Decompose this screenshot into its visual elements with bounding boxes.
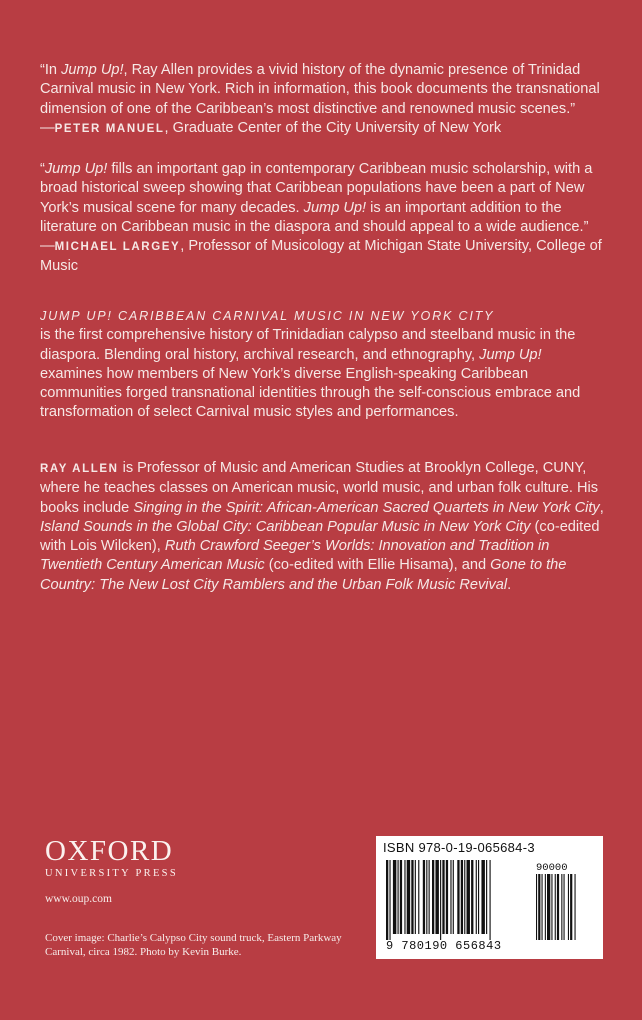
book-title-italic: Jump Up! — [479, 346, 542, 363]
barcode-addon-bar — [551, 874, 552, 940]
book-title-italic: Ruth Crawford Seeger’s Worlds: Innovation and Tradition in Twentieth Century American Music — [40, 538, 550, 574]
bio-end: . — [507, 576, 512, 593]
barcode-addon-bar — [568, 874, 569, 940]
book-full-title: JUMP UP! CARIBBEAN CARNIVAL MUSIC IN NEW YORK CITY — [40, 309, 495, 323]
book-title-italic: Singing in the Spirit: African-American Sacred Quartets in New York City — [133, 499, 600, 516]
barcode-addon-bar — [545, 874, 546, 940]
bio-body: (co-edited with Ellie Hisama), and — [264, 557, 491, 574]
book-description — [40, 307, 606, 423]
quote-affiliation: , Professor of Musicology at Michigan State University, College of Music — [40, 238, 602, 275]
book-title-italic: Jump Up! — [61, 62, 124, 78]
barcode-addon-bar — [564, 874, 565, 940]
barcode-bar — [442, 860, 444, 934]
barcode-addon-digits: 90000 — [536, 862, 568, 874]
isbn-label: ISBN 978-0-19-065684-3 — [383, 840, 535, 855]
barcode-bar — [464, 860, 465, 934]
barcode-bar — [457, 860, 459, 934]
barcode-bar — [478, 860, 479, 934]
barcode-addon-bar — [557, 874, 559, 940]
barcode-bar — [389, 860, 390, 940]
publisher-logo — [45, 836, 178, 879]
barcode-bar — [467, 860, 470, 934]
barcode-bar — [415, 860, 416, 934]
barcode-addon-bar — [570, 874, 572, 940]
bio-sep: , — [599, 499, 604, 516]
barcode-bar — [423, 860, 425, 934]
quote-body: fills an important gap in contemporary Caribbean music scholarship, with a broad historical sweep showing that Caribbean populations have been a part of New York’s musical scene for many decades. — [40, 161, 593, 216]
barcode-addon-bar — [561, 874, 562, 940]
attribution-dash: — — [40, 119, 55, 136]
barcode-bar — [471, 860, 473, 934]
barcode-bar — [461, 860, 463, 934]
barcode-addon-bar — [538, 874, 540, 940]
quote-author: MICHAEL LARGEY — [54, 241, 181, 254]
barcode-bar — [435, 860, 438, 934]
barcode-addon-bar — [555, 874, 556, 940]
barcode-bar — [411, 860, 413, 934]
barcode-bar — [393, 860, 396, 934]
barcode-panel — [376, 836, 603, 959]
barcode-bar — [481, 860, 484, 934]
barcode-bar — [453, 860, 454, 934]
book-title-italic: Island Sounds in the Global City: Caribbean Popular Music in New York City — [40, 518, 531, 535]
cover-image-caption: Cover image: Charlie’s Calypso City sound truck, Eastern Parkway Carnival, circa 1982. Photo by Kevin Burke. — [45, 932, 342, 958]
quote-body: is an important addition to the literature on Caribbean music in the diaspora and should appeal to a wide audience.” — [40, 199, 589, 235]
barcode-bar — [450, 860, 451, 934]
author-name: RAY ALLEN — [40, 463, 119, 475]
barcode-digits: 9 780190 656843 — [386, 939, 502, 953]
author-bio — [40, 459, 606, 595]
barcode-bar — [490, 860, 491, 940]
barcode-addon-bar — [542, 874, 543, 940]
description-body: is the first comprehensive history of Trinidadian calypso and steelband music in the diaspora. Blending oral history, archival research, and ethnography, — [40, 327, 576, 363]
review-quote-1 — [40, 61, 606, 139]
publisher-name: OXFORD — [45, 835, 174, 867]
quote-author: PETER MANUEL — [54, 122, 165, 135]
barcode-bar — [386, 860, 388, 940]
barcode-addon-bar — [547, 874, 550, 940]
quote-open: “ — [40, 161, 45, 177]
quote-body: , Ray Allen provides a vivid history of the dynamic presence of Trinidad Carnival music in New York. Rich in information, this book documents the transnational dimension of one of the Caribbean’s most distinctive and renowned music scenes.” — [40, 62, 600, 117]
barcode-bar — [418, 860, 419, 934]
barcode-bar — [407, 860, 410, 934]
publisher-url: www.oup.com — [45, 893, 112, 905]
bio-body: (co-edited with Lois Wilcken), — [40, 518, 600, 555]
barcode-bar — [476, 860, 477, 934]
barcode-bar — [398, 860, 399, 934]
book-title-italic: Jump Up! — [44, 161, 108, 177]
bio-body: is Professor of Music and American Studies at Brooklyn College, CUNY, where he teaches classes on American music, world music, and urban folk culture. His books include — [40, 460, 599, 516]
barcode-addon-bar — [575, 874, 576, 940]
barcode-bar — [429, 860, 430, 934]
barcode-addon-bar — [536, 874, 537, 940]
barcode-bar — [404, 860, 405, 934]
barcode-bar — [432, 860, 434, 934]
description-body: examines how members of New York’s diverse English-speaking Caribbean communities forged transnational identities through the self-conscious embrace and transformation of select Carnival music styles and performances. — [40, 365, 581, 421]
quote-affiliation: , Graduate Center of the City University of New York — [164, 119, 502, 136]
barcode-bar — [400, 860, 402, 934]
book-title-italic: Jump Up! — [303, 199, 367, 216]
book-title-italic: Gone to the Country: The New Lost City Ramblers and the Urban Folk Music Revival — [40, 557, 567, 593]
attribution-dash: — — [40, 238, 55, 255]
review-quote-2 — [40, 160, 606, 277]
publisher-press: UNIVERSITY PRESS — [45, 868, 178, 879]
barcode-bar — [486, 860, 487, 934]
barcode-bar — [446, 860, 448, 934]
barcode-bar — [440, 860, 441, 940]
barcode-bar — [426, 860, 427, 934]
quote-open: “In — [40, 62, 62, 78]
